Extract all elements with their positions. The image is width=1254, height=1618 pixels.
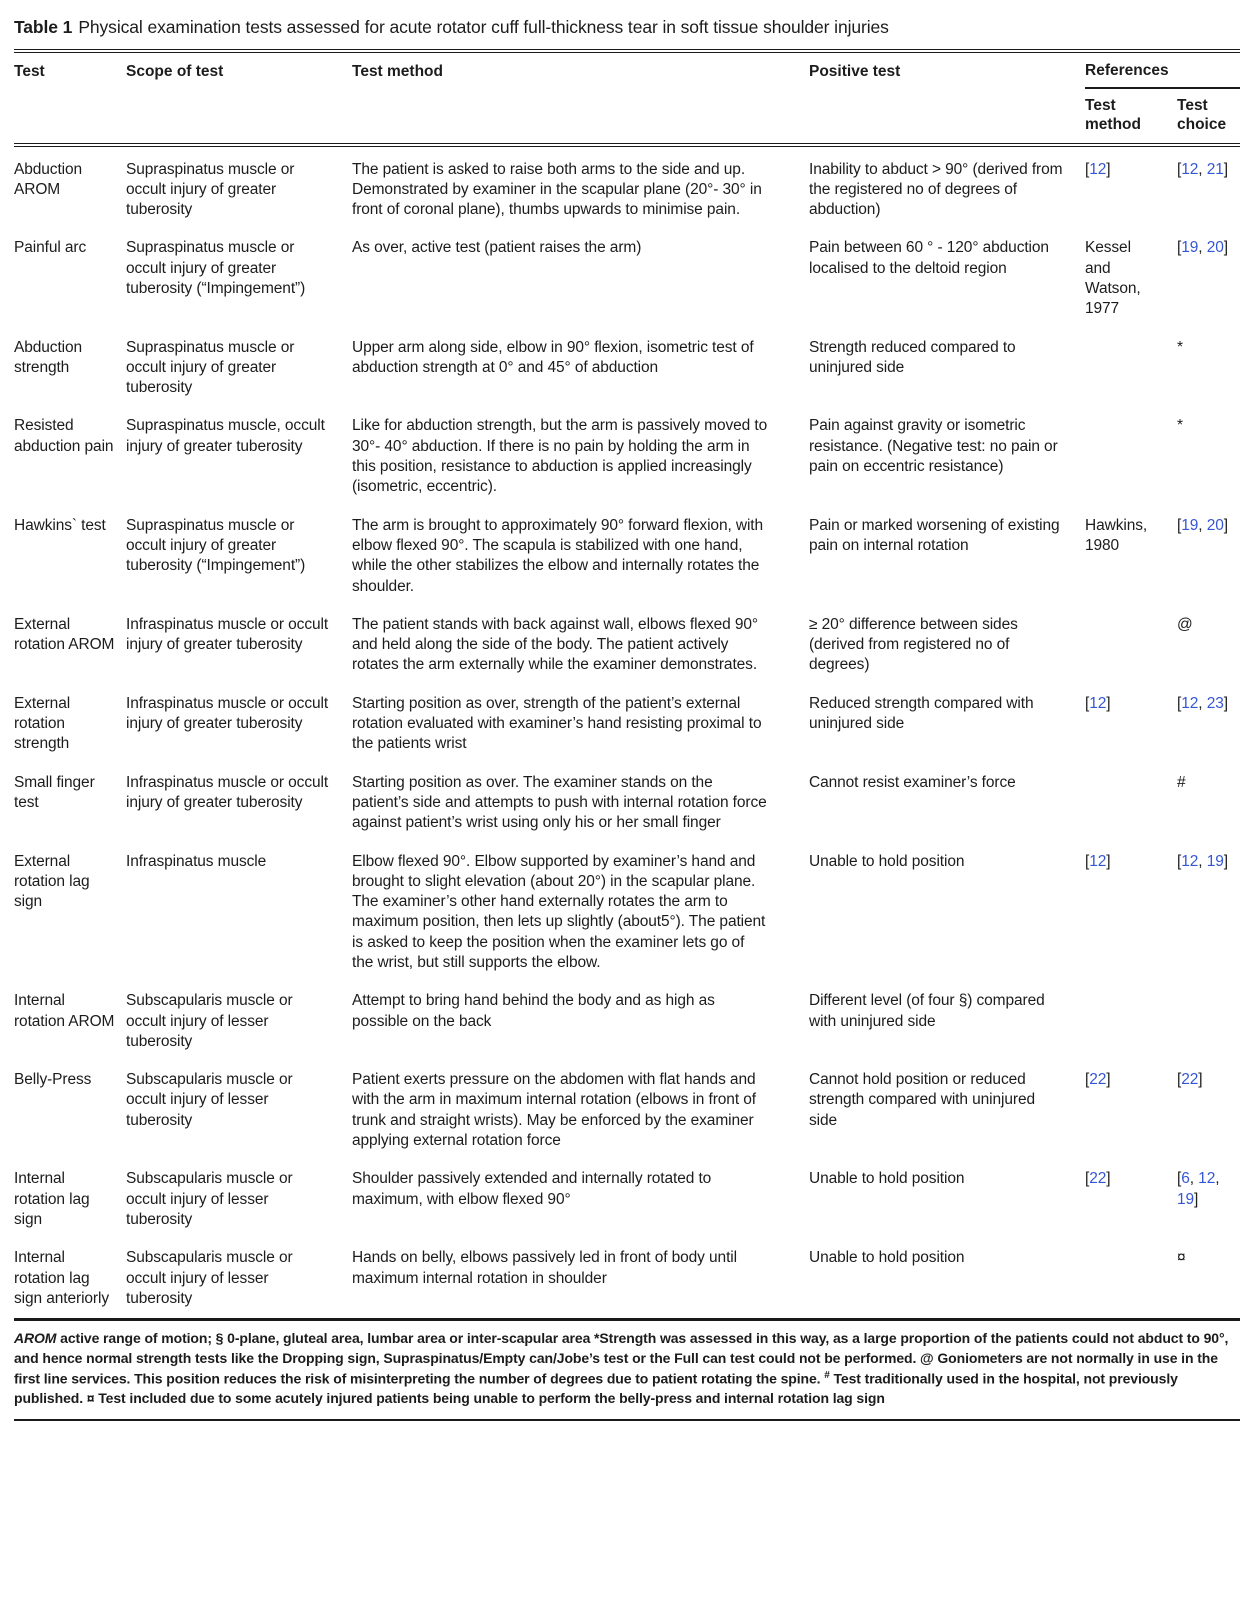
- test-name-cell: Resisted abduction pain: [14, 417, 114, 455]
- citation-link[interactable]: 12: [1089, 852, 1107, 870]
- citation-bracket: ]: [1223, 516, 1228, 534]
- table-number-label: Table 1: [14, 17, 73, 37]
- table-row: [14, 1061, 1240, 1160]
- column-header-references: References: [1085, 62, 1240, 89]
- test-method-cell: Elbow flexed 90°. Elbow supported by examiner’s hand and brought to slight elevation (about 20°) in the scapular plane. The examiner’s other hand externally rotates the arm to maximum position, then lets up slightly (about5°). The patient is asked to keep the position when the examiner lets go of the wrist, but still supports the elbow.: [352, 852, 766, 971]
- citation-link[interactable]: 22: [1089, 1170, 1107, 1188]
- citation-bracket: ,: [1189, 1170, 1199, 1188]
- test-method-cell: Like for abduction strength, but the arm is passively moved to 30°- 40° abduction. If there is no pain by holding the arm in this position, resistance to abduction is applied increasingly (isometric, eccentric).: [352, 417, 768, 496]
- citation-bracket: [: [1177, 160, 1182, 178]
- citation-bracket: ]: [1106, 1071, 1111, 1089]
- column-header-scope: Scope of test: [126, 62, 224, 80]
- test-name-cell: External rotation AROM: [14, 615, 115, 654]
- citation-bracket: [: [1085, 694, 1090, 712]
- citation-bracket: [: [1177, 1170, 1182, 1188]
- table-row: [14, 229, 1240, 328]
- table-row: [14, 1239, 1240, 1318]
- citation-bracket: ]: [1223, 694, 1228, 712]
- test-name-cell: Small finger test: [14, 773, 95, 811]
- references-subheader-row: [1085, 89, 1240, 135]
- citation-bracket: ,: [1198, 239, 1207, 257]
- reference-test-choice-cell: [1177, 516, 1240, 597]
- scope-of-test-cell: Infraspinatus muscle or occult injury of greater tuberosity: [126, 773, 329, 811]
- reference-test-method-cell: [1085, 852, 1177, 974]
- scope-of-test-cell: Infraspinatus muscle or occult injury of greater tuberosity: [126, 615, 329, 654]
- citation-bracket: ]: [1106, 1170, 1111, 1188]
- reference-test-method-cell: [1085, 1248, 1177, 1309]
- scope-of-test-cell: Subscapularis muscle or occult injury of lesser tuberosity: [126, 1071, 293, 1129]
- table-body: [14, 147, 1240, 1322]
- positive-test-cell: Pain against gravity or isometric resistance. (Negative test: no pain or pain on eccentric resistance): [809, 417, 1058, 476]
- citation-link[interactable]: 19: [1181, 239, 1199, 257]
- positive-test-cell: Pain or marked worsening of existing pain on internal rotation: [809, 516, 1060, 554]
- citation-bracket: ]: [1198, 1071, 1203, 1089]
- citation-link[interactable]: 12: [1089, 160, 1107, 178]
- reference-test-method-cell: [1085, 1070, 1177, 1151]
- reference-test-choice-cell: [1177, 238, 1240, 319]
- table-row: [14, 982, 1240, 1061]
- reference-test-method-cell: [1085, 338, 1177, 399]
- table-row: [14, 685, 1240, 764]
- test-method-cell: Hands on belly, elbows passively led in front of body until maximum internal rotation in shoulder: [352, 1249, 737, 1287]
- test-method-cell: The arm is brought to approximately 90° forward flexion, with elbow flexed 90°. The scapula is stabilized with one hand, while the other stabilizes the elbow and internally rotates the shoulder.: [352, 516, 764, 595]
- table-caption: [14, 16, 1240, 39]
- citation-bracket: ,: [1198, 160, 1207, 178]
- test-method-cell: Starting position as over, strength of the patient’s external rotation evaluated with examiner’s hand resisting proximal to the patients wrist: [352, 694, 762, 753]
- scope-of-test-cell: Subscapularis muscle or occult injury of lesser tuberosity: [126, 992, 293, 1050]
- test-method-cell: Upper arm along side, elbow in 90° flexion, isometric test of abduction strength at 0° and 45° of abduction: [352, 338, 754, 376]
- citation-link[interactable]: 19: [1181, 516, 1199, 534]
- citation-bracket: [: [1177, 1071, 1182, 1089]
- test-name-cell: Internal rotation AROM: [14, 992, 115, 1030]
- reference-test-method-cell: [1085, 160, 1177, 221]
- citation-bracket: [: [1177, 516, 1182, 534]
- test-name-cell: Internal rotation lag sign anteriorly: [14, 1249, 109, 1307]
- citation-bracket: ,: [1215, 1170, 1220, 1188]
- reference-test-choice-cell: [1177, 852, 1240, 974]
- column-header-ref-test-method: Test method: [1085, 96, 1141, 134]
- citation-bracket: ]: [1106, 160, 1111, 178]
- citation-bracket: [: [1177, 694, 1182, 712]
- table-row: [14, 843, 1240, 983]
- citation-link[interactable]: 21: [1206, 160, 1224, 178]
- citation-link[interactable]: 22: [1181, 1071, 1199, 1089]
- test-method-cell: The patient stands with back against wall, elbows flexed 90° and held along the side of the body. The patient actively rotates the arm externally while the examiner demonstrates.: [352, 615, 759, 674]
- column-header-method: Test method: [352, 62, 443, 80]
- citation-link[interactable]: 20: [1206, 239, 1224, 257]
- citation-bracket: [: [1085, 852, 1090, 870]
- citation-link[interactable]: 22: [1089, 1071, 1107, 1089]
- reference-test-method-cell: [1085, 416, 1177, 497]
- test-method-cell: Starting position as over. The examiner stands on the patient’s side and attempts to push with internal rotation force against patient’s wrist using only his or her small finger: [352, 773, 767, 832]
- positive-test-cell: Unable to hold position: [809, 1170, 965, 1188]
- positive-test-cell: Cannot resist examiner’s force: [809, 773, 1016, 791]
- positive-test-cell: Inability to abduct > 90° (derived from the registered no of degrees of abduction): [809, 160, 1063, 219]
- test-name-cell: Internal rotation lag sign: [14, 1170, 90, 1228]
- reference-test-choice-cell: [1177, 694, 1240, 755]
- citation-bracket: ,: [1198, 852, 1207, 870]
- scope-of-test-cell: Infraspinatus muscle: [126, 852, 267, 870]
- citation-link[interactable]: 12: [1181, 160, 1199, 178]
- test-method-cell: The patient is asked to raise both arms to the side and up. Demonstrated by examiner in the scapular plane (20°- 30° in front of coronal plane), thumbs upwards to minimise pain.: [352, 160, 762, 219]
- test-method-cell: Patient exerts pressure on the abdomen with flat hands and with the arm in maximum internal rotation (elbows in front of trunk and straight wrists). May be enforced by the examiner applying external rotation force: [352, 1071, 756, 1150]
- reference-test-method-cell: [1085, 615, 1177, 676]
- citation-link[interactable]: 6: [1181, 1170, 1190, 1188]
- scope-of-test-cell: Infraspinatus muscle or occult injury of greater tuberosity: [126, 694, 329, 733]
- citation-bracket: ]: [1223, 160, 1228, 178]
- positive-test-cell: Cannot hold position or reduced strength compared with uninjured side: [809, 1071, 1035, 1129]
- reference-test-choice-cell: [1177, 1070, 1240, 1151]
- column-header-positive: Positive test: [809, 62, 901, 80]
- citation-link[interactable]: 12: [1181, 852, 1199, 870]
- scope-of-test-cell: Supraspinatus muscle or occult injury of greater tuberosity (“Impingement”): [126, 516, 306, 575]
- scope-of-test-cell: Supraspinatus muscle, occult injury of greater tuberosity: [126, 417, 325, 455]
- scope-of-test-cell: Subscapularis muscle or occult injury of lesser tuberosity: [126, 1170, 293, 1228]
- table-row: [14, 1160, 1240, 1239]
- positive-test-cell: Strength reduced compared to uninjured side: [809, 338, 1016, 376]
- citation-link[interactable]: 19: [1177, 1190, 1195, 1208]
- citation-link[interactable]: 12: [1089, 694, 1107, 712]
- positive-test-cell: ≥ 20° difference between sides (derived from registered no of degrees): [809, 615, 1018, 674]
- citation-bracket: ]: [1106, 852, 1111, 870]
- citation-link[interactable]: 20: [1206, 516, 1224, 534]
- test-name-cell: Painful arc: [14, 239, 87, 257]
- reference-test-choice-cell: @: [1177, 615, 1193, 633]
- scope-of-test-cell: Supraspinatus muscle or occult injury of greater tuberosity: [126, 338, 295, 397]
- scope-of-test-cell: Subscapularis muscle or occult injury of lesser tuberosity: [126, 1249, 293, 1307]
- reference-test-method-cell: [1085, 1169, 1177, 1230]
- reference-test-choice-cell: #: [1177, 773, 1186, 791]
- reference-test-choice-cell: [1177, 991, 1240, 1052]
- table-caption-text: Physical examination tests assessed for acute rotator cuff full-thickness tear in soft tissue shoulder injuries: [78, 17, 889, 37]
- citation-bracket: [: [1085, 160, 1090, 178]
- table-header-row: [14, 53, 1240, 147]
- table-row: [14, 329, 1240, 408]
- table-row: [14, 507, 1240, 606]
- table-row: [14, 147, 1240, 230]
- positive-test-cell: Unable to hold position: [809, 852, 965, 870]
- footnote-text: AROM: [14, 1330, 57, 1347]
- citation-link[interactable]: 12: [1198, 1170, 1216, 1188]
- test-method-cell: Shoulder passively extended and internally rotated to maximum, with elbow flexed 90°: [352, 1170, 712, 1208]
- citation-bracket: ,: [1198, 516, 1207, 534]
- test-name-cell: External rotation lag sign: [14, 852, 90, 911]
- citation-bracket: ,: [1198, 694, 1207, 712]
- bottom-rule: [14, 1419, 1240, 1421]
- footnote-text: active range of motion; § 0-plane, gluteal area, lumbar area or inter-scapular area *Strength was assessed in this way, as a large proportion of the patients could not abduct to 90°, and hence normal strength tests like the Dropping sign, Supraspinatus/Empty can/Jobe’s test or the Full can test could not be performed. @ Goniometers are not normally in use in the first line services. This position reduces the risk of misinterpreting the number of degrees due to patient rotating the spine.: [14, 1330, 1229, 1387]
- footnote-text: Test traditionally used in the hospital, not previously published. ¤ Test included due to some acutely injured patients being unable to perform the belly-press and internal rotation lag sign: [14, 1370, 1178, 1407]
- positive-test-cell: Pain between 60 ° - 120° abduction localised to the deltoid region: [809, 239, 1049, 277]
- citation-bracket: [: [1177, 852, 1182, 870]
- test-method-cell: As over, active test (patient raises the arm): [352, 239, 642, 257]
- test-name-cell: Abduction strength: [14, 338, 83, 376]
- reference-test-choice-cell: [1177, 1169, 1240, 1230]
- references-header-group: [1085, 62, 1240, 143]
- test-method-cell: Attempt to bring hand behind the body and as high as possible on the back: [352, 992, 715, 1030]
- test-name-cell: External rotation strength: [14, 694, 71, 753]
- citation-bracket: ]: [1106, 694, 1111, 712]
- reference-test-method-cell: [1085, 991, 1177, 1052]
- reference-test-choice-cell: [1177, 160, 1240, 221]
- citation-bracket: [: [1085, 1170, 1090, 1188]
- footnote-text: #: [824, 1369, 830, 1381]
- reference-test-choice-cell: ¤: [1177, 1249, 1186, 1267]
- positive-test-cell: Reduced strength compared with uninjured side: [809, 694, 1034, 733]
- citation-bracket: ]: [1194, 1190, 1199, 1208]
- column-header-ref-test-choice: Test choice: [1177, 96, 1227, 134]
- citation-link[interactable]: 19: [1206, 852, 1224, 870]
- citation-bracket: ]: [1223, 852, 1228, 870]
- table-row: [14, 764, 1240, 843]
- scope-of-test-cell: Supraspinatus muscle or occult injury of greater tuberosity (“Impingement”): [126, 239, 306, 297]
- table-footnote: [14, 1321, 1240, 1419]
- table-row: [14, 606, 1240, 685]
- reference-test-method-cell: [1085, 694, 1177, 755]
- reference-test-method-cell: Kessel and Watson, 1977: [1085, 239, 1141, 318]
- test-name-cell: Hawkins` test: [14, 516, 106, 534]
- table-row: [14, 407, 1240, 506]
- citation-bracket: ]: [1223, 239, 1228, 257]
- scope-of-test-cell: Supraspinatus muscle or occult injury of greater tuberosity: [126, 160, 295, 219]
- citation-link[interactable]: 12: [1181, 694, 1199, 712]
- citation-bracket: [: [1085, 1071, 1090, 1089]
- reference-test-method-cell: Hawkins, 1980: [1085, 516, 1148, 554]
- test-name-cell: Abduction AROM: [14, 160, 83, 198]
- reference-test-choice-cell: *: [1177, 417, 1183, 435]
- citation-bracket: [: [1177, 239, 1182, 257]
- positive-test-cell: Different level (of four §) compared with uninjured side: [809, 992, 1045, 1030]
- citation-link[interactable]: 23: [1206, 694, 1224, 712]
- reference-test-choice-cell: *: [1177, 338, 1183, 356]
- positive-test-cell: Unable to hold position: [809, 1249, 965, 1267]
- reference-test-method-cell: [1085, 773, 1177, 834]
- test-name-cell: Belly-Press: [14, 1071, 92, 1089]
- column-header-test: Test: [14, 62, 45, 80]
